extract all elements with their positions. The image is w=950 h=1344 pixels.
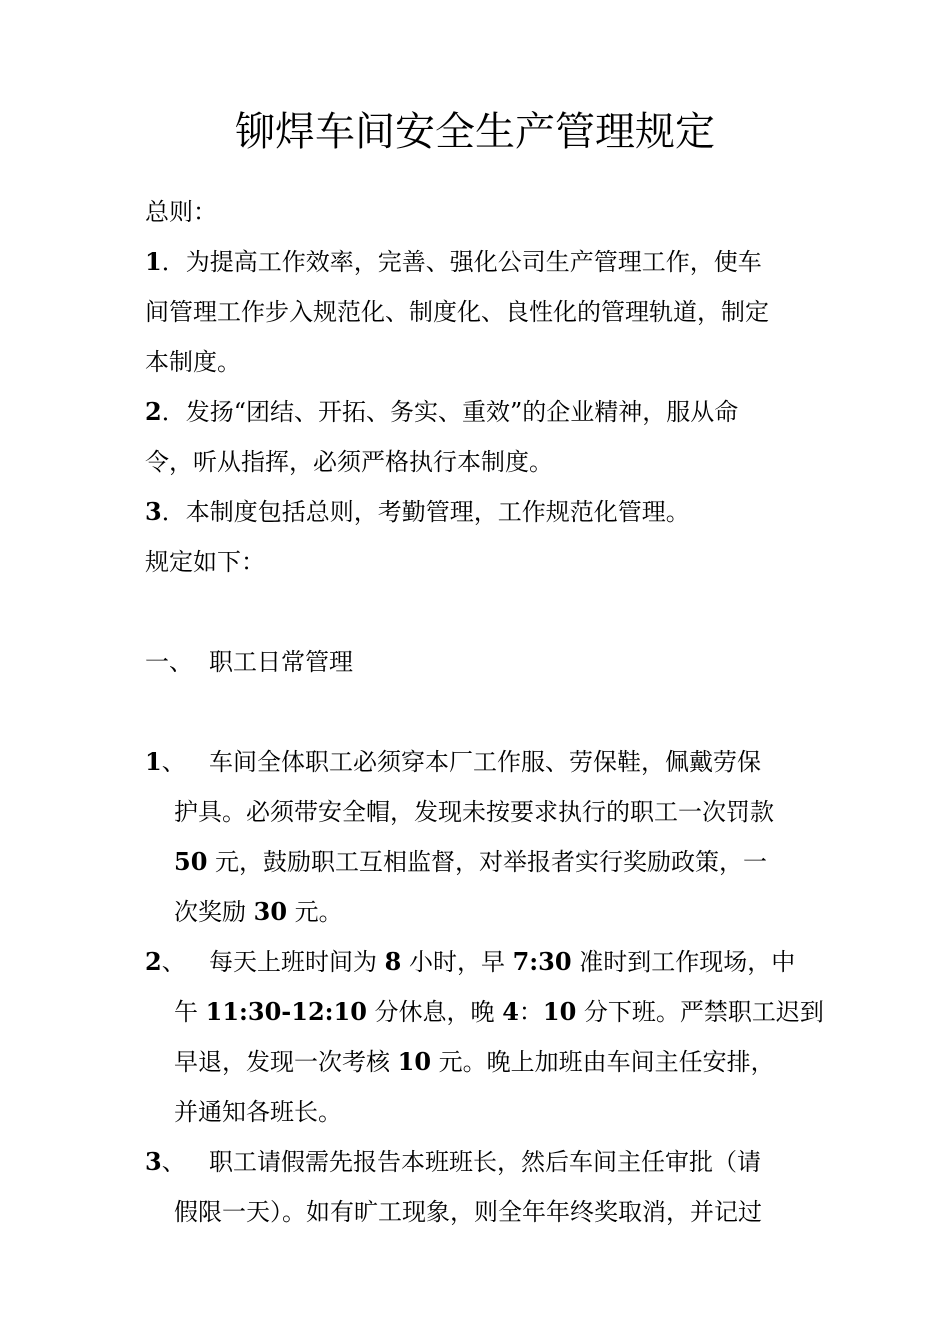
rule-text: 职工请假需先报告本班班长，然后车间主任审批（请	[209, 1148, 761, 1176]
section-heading	[145, 637, 807, 687]
rule-item-2	[145, 937, 824, 1137]
item-text: ．为提高工作效率，完善、强化公司生产管理工作，使车	[161, 248, 762, 276]
rule-item-3	[145, 1137, 807, 1237]
item-text: 本制度。	[145, 348, 241, 376]
rule-text: 50 元，鼓励职工互相监督，对举报者实行奖励政策，一	[174, 847, 768, 876]
item-number: 3	[145, 497, 162, 526]
rule-separator: 、	[161, 748, 186, 776]
section-title: 职工日常管理	[209, 648, 353, 676]
rule-text: 并通知各班长。	[174, 1098, 342, 1126]
general-item-2	[145, 387, 807, 487]
rule-separator: 、	[161, 948, 186, 976]
rule-text: 假限一天）。如有旷工现象，则全年年终奖取消，并记过	[174, 1198, 762, 1226]
rule-text: 车间全体职工必须穿本厂工作服、劳保鞋，佩戴劳保	[209, 748, 761, 776]
section-marker: 一、	[145, 648, 193, 676]
rule-text: 早退，发现一次考核 10 元。晚上加班由车间主任安排，	[174, 1047, 775, 1076]
item-text: ．发扬“团结、开拓、务实、重效”的企业精神，服从命	[161, 398, 739, 426]
general-item-1	[145, 237, 807, 387]
item-text: 间管理工作步入规范化、制度化、良性化的管理轨道，制定	[145, 298, 769, 326]
rules-heading: 规定如下：	[145, 548, 265, 576]
rule-separator: 、	[161, 1148, 186, 1176]
item-number: 2	[145, 397, 162, 426]
rule-number: 3	[145, 1147, 162, 1176]
general-heading: 总则：	[145, 198, 217, 226]
item-number: 1	[145, 247, 162, 276]
rule-text: 护具。必须带安全帽，发现未按要求执行的职工一次罚款	[174, 798, 774, 826]
item-text: ．本制度包括总则，考勤管理，工作规范化管理。	[161, 498, 690, 526]
general-section	[145, 187, 824, 1237]
rule-number: 2	[145, 947, 162, 976]
document-title: 铆焊车间安全生产管理规定	[235, 109, 715, 155]
rule-number: 1	[145, 747, 162, 776]
rule-text: 次奖励 30 元。	[174, 897, 343, 926]
general-item-3	[145, 487, 807, 537]
rule-text: 每天上班时间为 8 小时，早 7:30 准时到工作现场，中	[209, 947, 796, 976]
rule-text: 午 11:30-12:10 分休息，晚 4：10 分下班。严禁职工迟到	[174, 997, 824, 1026]
item-text: 令，听从指挥，必须严格执行本制度。	[145, 448, 553, 476]
rule-item-1	[145, 737, 807, 937]
